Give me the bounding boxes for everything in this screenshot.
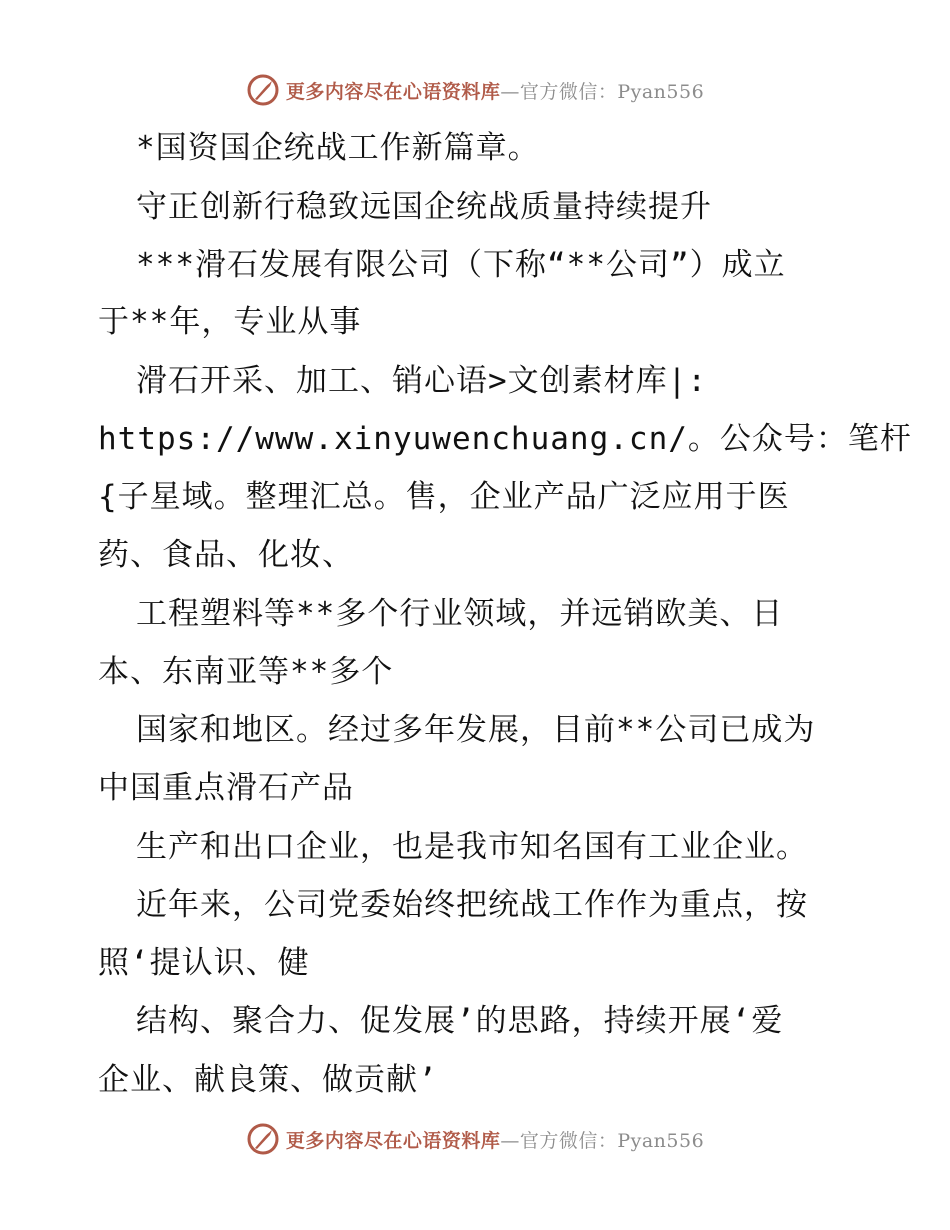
watermark-text: 更多内容尽在心语资料库—官方微信：Pyan556 bbox=[285, 1129, 705, 1152]
text-line: 药、食品、化妆、 bbox=[98, 537, 354, 573]
text-line: 于**年，专业从事 bbox=[98, 304, 362, 340]
text-line: 本、东南亚等**多个 bbox=[98, 654, 394, 690]
quill-logo-icon bbox=[246, 73, 280, 107]
text-line: {子星域。整理汇总。售，企业产品广泛应用于医 bbox=[98, 479, 790, 515]
text-line: 近年来，公司党委始终把统战工作作为重点，按 bbox=[136, 887, 808, 923]
text-line: 工程塑料等**多个行业领域，并远销欧美、日 bbox=[136, 596, 784, 632]
text-line: ***滑石发展有限公司（下称“**公司”）成立 bbox=[136, 247, 786, 283]
text-line: 中国重点滑石产品 bbox=[98, 770, 354, 806]
quill-logo-icon bbox=[246, 1122, 280, 1156]
header-watermark bbox=[0, 70, 950, 110]
watermark-text: 更多内容尽在心语资料库—官方微信：Pyan556 bbox=[285, 80, 705, 103]
text-line: 守正创新行稳致远国企统战质量持续提升 bbox=[136, 189, 712, 225]
text-line: 生产和出口企业，也是我市知名国有工业企业。 bbox=[136, 829, 808, 865]
text-line: *国资国企统战工作新篇章。 bbox=[136, 130, 540, 166]
footer-watermark bbox=[0, 1119, 950, 1159]
text-line: 照‘提认识、健 bbox=[98, 945, 310, 981]
text-line: https://www.xinyuwenchuang.cn/。公众号：笔杆 bbox=[98, 421, 912, 457]
text-line: 结构、聚合力、促发展’的思路，持续开展‘爱 bbox=[136, 1003, 784, 1039]
text-line: 滑石开采、加工、销心语>文创素材库|: bbox=[136, 363, 707, 399]
text-line: 企业、献良策、做贡献’ bbox=[98, 1062, 438, 1098]
text-line: 国家和地区。经过多年发展，目前**公司已成为 bbox=[136, 712, 816, 748]
